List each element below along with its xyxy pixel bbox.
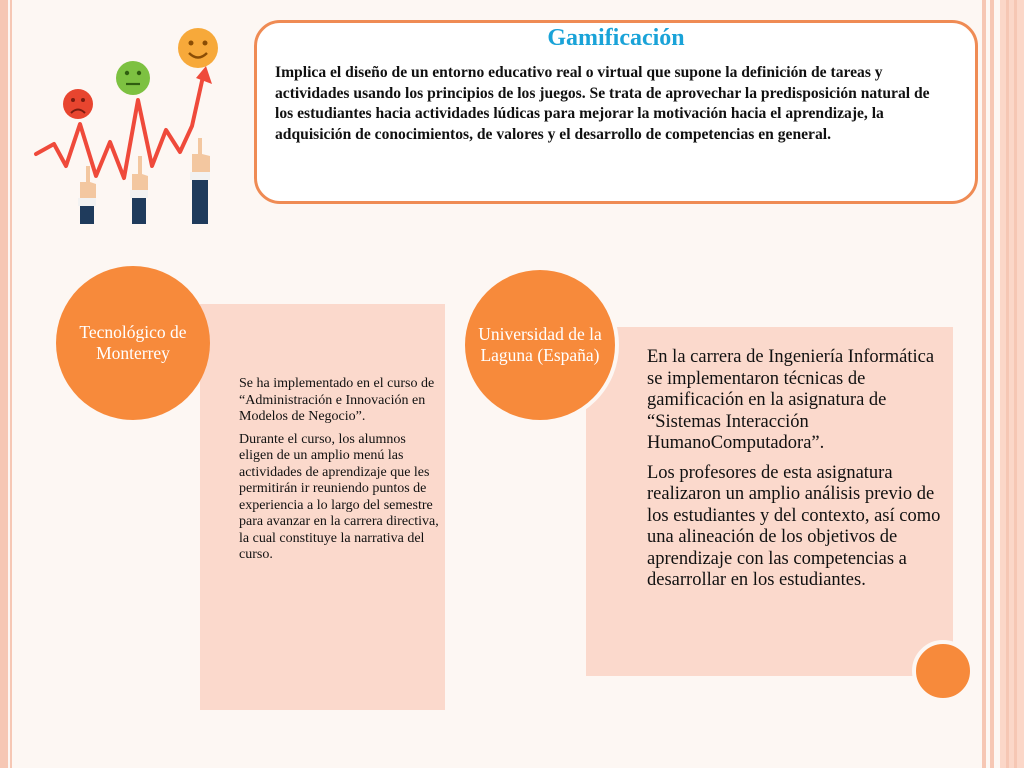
- pointing-hand-icon: [190, 138, 210, 224]
- right-stripe: [990, 0, 994, 768]
- paragraph: En la carrera de Ingeniería Informática se implementaron técnicas de gamificación en la asignatura de “Sistemas Interacción HumanoComputadora”.: [647, 347, 935, 453]
- right-panel-text: [647, 347, 945, 600]
- neutral-face-icon: [116, 61, 150, 95]
- arrow-head-icon: [196, 66, 212, 84]
- right-stripe: [1006, 0, 1009, 768]
- right-band: [1000, 0, 1024, 768]
- paragraph: Se ha implementado en el curso de “Administración e Innovación en Modelos de Negocio”.: [239, 376, 435, 424]
- right-stripe: [1014, 0, 1017, 768]
- paragraph: Los profesores de esta asignatura realizaron un amplio análisis previo de los estudiantes y del contexto, así como una alineación de los objetivos de aprendizaje con las competencias a desarrollar en los estudiantes.: [647, 462, 941, 590]
- right-stripe: [982, 0, 986, 768]
- left-stripe: [0, 0, 8, 768]
- institution-label: Universidad de la Laguna (España): [478, 324, 602, 365]
- page-title: Gamificación: [547, 25, 685, 51]
- definition-text: Implica el diseño de un entorno educativo real o virtual que supone la definición de tareas y actividades usando los principios de los juegos. Se trata de aprovechar la predisposición natural de los estudiantes hacia actividades lúdicas para mejorar la motivación hacia el aprendizaje, la adquisición de conocimientos, de valores y el desarrollo de competencias en general.: [275, 64, 930, 143]
- institution-circle-monterrey: [56, 266, 210, 420]
- gamification-illustration: [30, 26, 240, 226]
- pointing-hand-icon: [130, 156, 148, 224]
- decorative-circle: [912, 640, 974, 702]
- sad-face-icon: [63, 89, 93, 119]
- pointing-hand-icon: [78, 166, 96, 224]
- happy-face-icon: [178, 28, 218, 68]
- left-panel-text: [239, 376, 439, 570]
- institution-label: Tecnológico de Monterrey: [79, 322, 187, 363]
- left-stripe-thin: [10, 0, 12, 768]
- paragraph: Durante el curso, los alumnos eligen de un amplio menú las actividades de aprendizaje que les permitirán ir reuniendo puntos de experiencia a lo largo del semestre para avanzar en la carrera directiva, la cual constituye la narrativa del curso.: [239, 431, 439, 562]
- definition-box: [254, 20, 978, 204]
- institution-circle-laguna: [461, 266, 619, 424]
